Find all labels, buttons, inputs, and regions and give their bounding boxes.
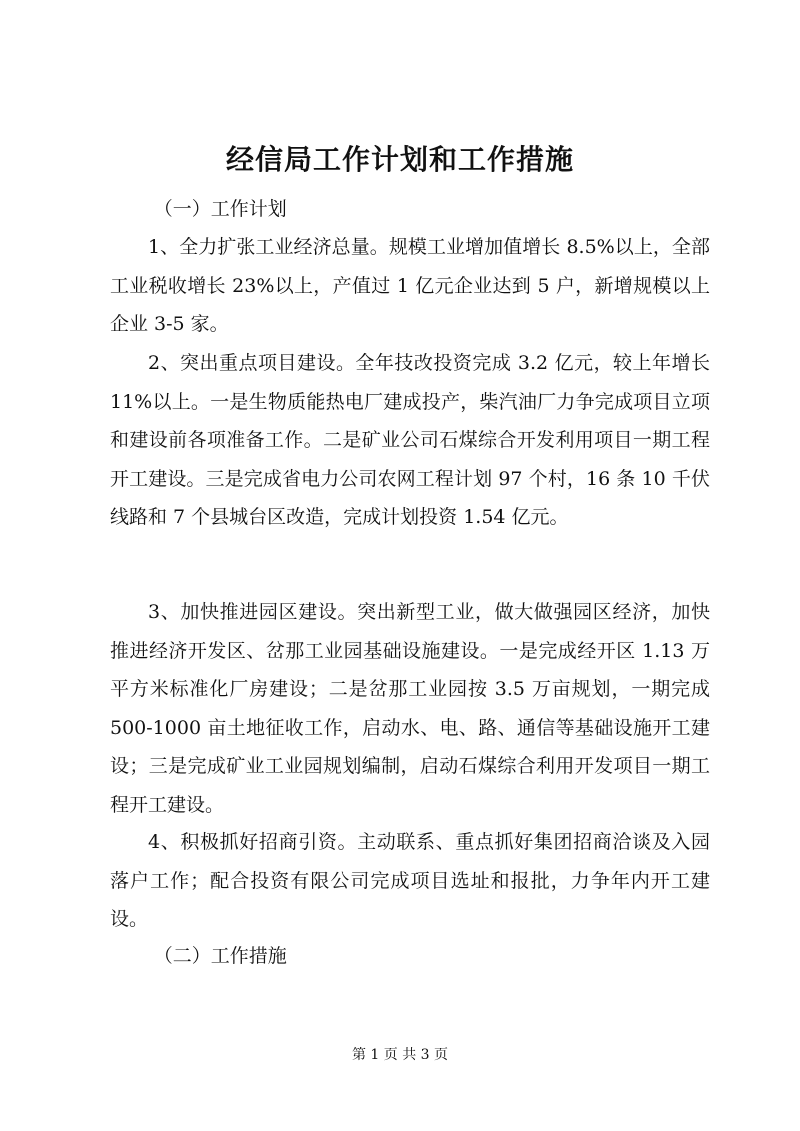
paragraph-4: 4、积极抓好招商引资。主动联系、重点抓好集团招商洽谈及入园落户工作；配合投资有限公司完成项目选址和报批，力争年内开工建设。 — [110, 831, 710, 930]
document-title: 经信局工作计划和工作措施 — [225, 143, 574, 176]
paragraph-2: 2、突出重点项目建设。全年技改投资完成 3.2 亿元，较上年增长 11%以上。一是生物质能热电厂建成投产，柴汽油厂力争完成项目立项和建设前各项准备工作。二是矿业公司石煤综合开发利用项目一期工程开工建设。三是完成省电力公司农网工程计划 97 个村，16 条 10 千伏线路和 7 个县城台区改造，完成计划投资 1.54 亿元。 — [110, 352, 710, 528]
section-heading-work-measures: （二）工作措施 — [153, 945, 287, 967]
paragraph-3: 3、加快推进园区建设。突出新型工业，做大做强园区经济，加快推进经济开发区、岔那工业园基础设施建设。一是完成经开区 1.13 万平方米标准化厂房建设；二是岔那工业园按 3.5 万亩规划，一期完成 500-1000 亩土地征收工作，启动水、电、路、通信等基础设施开工建设；三是完成矿业工业园规划编制，启动石煤综合利用开发项目一期工程开工建设。 — [110, 601, 710, 816]
paragraph-1: 1、全力扩张工业经济总量。规模工业增加值增长 8.5%以上，全部工业税收增长 23%以上，产值过 1 亿元企业达到 5 户，新增规模以上企业 3-5 家。 — [110, 236, 710, 335]
section-heading-work-plan: （一）工作计划 — [153, 198, 287, 220]
page-number-footer: 第 1 页 共 3 页 — [351, 1047, 449, 1063]
